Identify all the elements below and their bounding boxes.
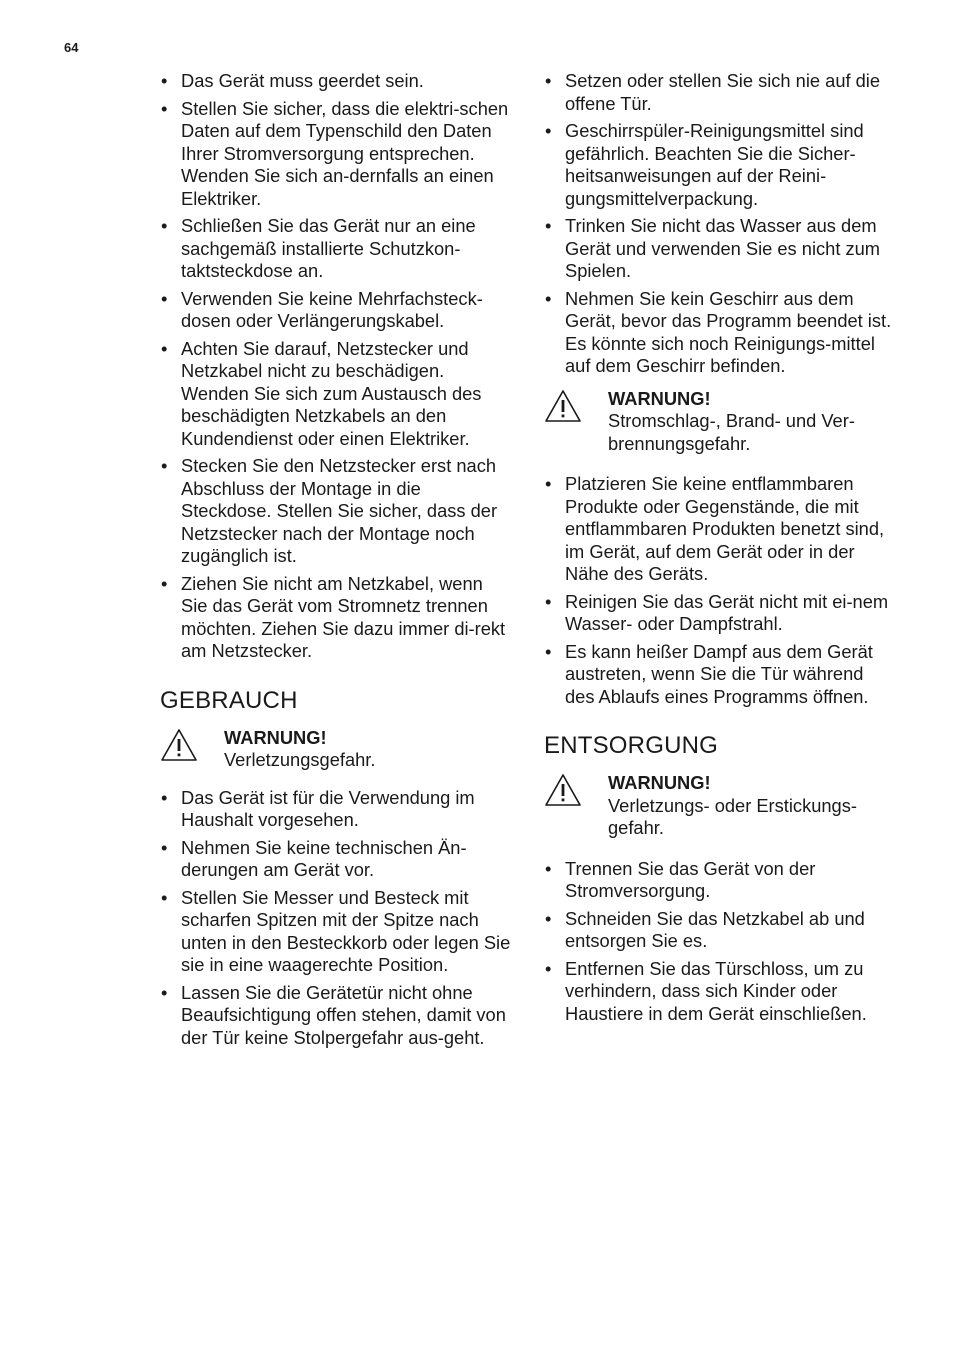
warning-text: Verletzungs- oder Erstickungs-gefahr. — [608, 794, 857, 838]
list-item: • Setzen oder stellen Sie sich nie auf die offene Tür. — [544, 70, 896, 115]
warning-text: Stromschlag-, Brand- und Ver-brennungsgefahr. — [608, 410, 855, 454]
section-heading-entsorgung: ENTSORGUNG — [544, 732, 719, 759]
list-item: • Verwenden Sie keine Mehrfachsteck-dosen oder Verlängerungskabel. — [160, 288, 512, 333]
safety-list-electrical — [160, 70, 512, 663]
list-item: • Platzieren Sie keine entflammbaren Produkte oder Gegenstände, die mit entflammbaren Produkten benetzt sind, im Gerät, auf dem Gerät oder in der Nähe des Geräts. — [544, 473, 896, 586]
left-column — [160, 70, 512, 1054]
warning-title: WARNUNG! — [608, 772, 711, 793]
warning-title: WARNUNG! — [608, 387, 711, 409]
warning-box-fire — [544, 388, 896, 456]
fire-safety-list — [544, 473, 896, 708]
list-item: • Entfernen Sie das Türschloss, um zu verhindern, dass sich Kinder oder Haustiere in dem Gerät einschließen. — [544, 958, 896, 1026]
list-item: • Geschirrspüler-Reinigungsmittel sind gefährlich. Beachten Sie die Sicher-heitsanweisungen auf der Reini-gungsmittelverpackung. — [544, 120, 896, 210]
warning-triangle-icon — [544, 773, 582, 807]
list-item: • Das Gerät ist für die Verwendung im Haushalt vorgesehen. — [160, 787, 512, 832]
list-item: • Das Gerät muss geerdet sein. — [160, 70, 512, 93]
list-item: • Trennen Sie das Gerät von der Stromversorgung. — [544, 858, 896, 903]
list-item: • Es kann heißer Dampf aus dem Gerät austreten, wenn Sie die Tür während des Ablaufs eines Programms öffnen. — [544, 641, 896, 709]
usage-list — [160, 787, 512, 1050]
list-item: • Schneiden Sie das Netzkabel ab und entsorgen Sie es. — [544, 908, 896, 953]
right-column — [544, 70, 896, 1030]
list-item: • Stellen Sie sicher, dass die elektri-schen Daten auf dem Typenschild den Daten Ihrer Stromversorgung entsprechen. Wenden Sie sich an-dernfalls an einen Elektriker. — [160, 98, 512, 211]
safety-list-general — [544, 70, 896, 378]
section-heading-gebrauch: GEBRAUCH — [160, 686, 298, 714]
list-item: • Stellen Sie Messer und Besteck mit scharfen Spitzen mit der Spitze nach unten in den Besteckkorb oder legen Sie sie in eine waagerechte Position. — [160, 887, 512, 977]
warning-title: WARNUNG! — [224, 726, 327, 748]
list-item: • Nehmen Sie kein Geschirr aus dem Gerät, bevor das Programm beendet ist. Es könnte sich noch Reinigungs-mittel auf dem Geschirr befinden. — [544, 288, 896, 378]
list-item: • Achten Sie darauf, Netzstecker und Netzkabel nicht zu beschädigen. Wenden Sie sich zum Austausch des beschädigten Netzkabels an den Kundendienst oder einen Elektriker. — [160, 338, 512, 451]
warning-triangle-icon — [160, 728, 198, 762]
warning-text: Verletzungsgefahr. — [224, 749, 376, 770]
list-item: • Schließen Sie das Gerät nur an eine sachgemäß installierte Schutzkon-taktsteckdose an. — [160, 215, 512, 283]
warning-box-gebrauch — [160, 727, 512, 773]
list-item: • Trinken Sie nicht das Wasser aus dem Gerät und verwenden Sie es nicht zum Spielen. — [544, 215, 896, 283]
list-item: • Ziehen Sie nicht am Netzkabel, wenn Sie das Gerät vom Stromnetz trennen möchten. Ziehen Sie dazu immer di-rekt am Netzstecker. — [160, 573, 512, 663]
page-number: 64 — [64, 40, 79, 55]
warning-box-entsorgung — [544, 772, 896, 840]
warning-triangle-icon — [544, 389, 582, 423]
list-item: • Nehmen Sie keine technischen Än-derungen am Gerät vor. — [160, 837, 512, 882]
list-item: • Stecken Sie den Netzstecker erst nach Abschluss der Montage in die Steckdose. Stellen Sie sicher, dass der Netzstecker nach der Montage noch zugänglich ist. — [160, 455, 512, 568]
disposal-list — [544, 858, 896, 1026]
list-item: • Lassen Sie die Gerätetür nicht ohne Beaufsichtigung offen stehen, damit von der Tür keine Stolpergefahr aus-geht. — [160, 982, 512, 1050]
list-item: • Reinigen Sie das Gerät nicht mit ei-nem Wasser- oder Dampfstrahl. — [544, 591, 896, 636]
